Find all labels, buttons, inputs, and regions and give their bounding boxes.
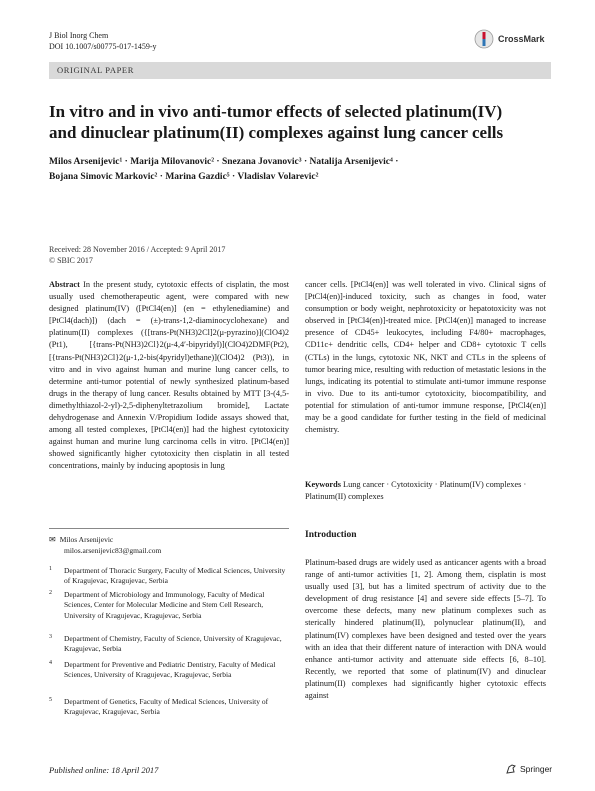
journal-header [49, 30, 157, 52]
copyright: © SBIC 2017 [49, 256, 93, 265]
abstract-label: Abstract [49, 280, 80, 289]
affiliation-text: Department of Chemistry, Faculty of Science, University of Kragujevac, Kragujevac, Serbia [64, 634, 282, 654]
abstract-text: In the present study, cytotoxic effects of cisplatin, the most usually used chemotherapeutic agent, were compared with new designed platinum(IV) ([PtCl4(en)] (en = ethylenediamine) and [PtCl4(dach)]) (dach = (±)-trans-1,2-diaminocyclohexane) and platinum(II) complexes ({[trans-Pt(NH3)2Cl]2(μ-pyrazino)](ClO4)2 (Pt1), [{trans-Pt(NH3)2Cl}2(μ-4,4′-bipyridyl)](ClO4)2DMF(Pt2),[{trans-Pt(NH3)2Cl}2(μ-1,2-bis(4pyridyl)ethane)](ClO4)2 (Pt3)), in vitro and in vivo against human and murine lung cancer cells, to determine anti-tumor potential of newly synthesized platinum-based drugs in the therapy of lung cancer. Results obtained by MTT [3-(4,5-dimethylthiazol-2-yl)-2,5-diphenyltetrazolium bromide], Lactate dehydrogenase and Annexin V/Propidium Iodide assays showed that, among all tested complexes, [PtCl4(en)] had the highest cytotoxicity against human and murine lung carcinoma cells in vitro. [PtCl4(en)] showed significantly higher cytotoxicity then cisplatin in all tested concentrations, mainly by inducing apoptosis in lung [49, 280, 290, 471]
keywords-label: Keywords [305, 480, 341, 489]
doi[interactable]: DOI 10.1007/s00775-017-1459-y [49, 42, 157, 51]
footnote-rule [49, 528, 289, 529]
introduction-heading: Introduction [305, 530, 357, 540]
affiliation [49, 634, 289, 655]
affiliation-number: 4 [49, 660, 52, 666]
abstract-continued: cancer cells. [PtCl4(en)] was well tolerated in vivo. Clinical signs of [PtCl4(en)]-induced toxicity, such as changes in food, water consumption or body weight, nephrotoxicity or hepatotoxicity was not observed in [PtCl4(en)]-treated mice. [PtCl4(en)] managed to increase presence of CD45+ leukocytes, including F4/80+ macrophages, CD11c+ dendritic cells, CD4+ helper and CD8+ cytotoxic T cells (CTLs) in the lungs, cytotoxic NK, NKT and CTLs in the spleens of tumor bearing mice, resulting with reduction of metastatic lesions in the lungs, indicating its potential to stimulate anti-tumor immune response in vivo. Due to its anti-tumor cytotoxicity, biocompatibility, and potential for stimulation of anti-tumor immune response, [PtCl4(en)] may be a good candidate for further testing in the field of medicinal chemistry. [305, 280, 546, 435]
publisher-name: Springer [520, 764, 553, 774]
envelope-icon: ✉ [49, 535, 56, 544]
paper-title [49, 101, 559, 143]
crossmark-badge[interactable] [474, 28, 554, 50]
keywords-text: Lung cancer · Cytotoxicity · Platinum(IV) complexes · Platinum(II) complexes [305, 480, 527, 502]
published-online: Published online: 18 April 2017 [49, 765, 159, 775]
affiliation [49, 590, 289, 621]
affiliation [49, 697, 289, 718]
crossmark-icon [474, 29, 494, 49]
author-line: Bojana Simovic Markovic² · Marina Gazdic⁵ · Vladislav Volarevic² [49, 172, 319, 182]
received-accepted: Received: 28 November 2016 / Accepted: 9 April 2017 [49, 245, 226, 254]
affiliation-text: Department for Preventive and Pediatric Dentistry, Faculty of Medical Sciences, University of Kragujevac, Kragujevac, Serbia [64, 660, 276, 680]
author-line: Milos Arsenijevic¹ · Marija Milovanovic² · Snezana Jovanovic³ · Natalija Arsenijevic⁴ · [49, 157, 399, 167]
section-banner [49, 62, 551, 79]
section-label: ORIGINAL PAPER [57, 65, 134, 75]
corresponding-author: Milos Arsenijevic [59, 535, 114, 544]
affiliation-number: 5 [49, 697, 52, 703]
affiliation-number: 2 [49, 590, 52, 596]
journal-name: J Biol Inorg Chem [49, 31, 109, 40]
abstract [49, 279, 289, 473]
affiliation-text: Department of Genetics, Faculty of Medical Sciences, University of Kragujevac, Kragujevac, Serbia [64, 697, 269, 717]
springer-horse-icon [505, 763, 517, 775]
author-list [49, 155, 559, 185]
affiliation-number: 3 [49, 634, 52, 640]
corresponding-email[interactable]: milos.arsenijevic83@gmail.com [64, 545, 162, 555]
affiliation-number: 1 [49, 566, 52, 572]
publisher-logo [505, 763, 552, 775]
publication-dates [49, 244, 225, 266]
affiliation [49, 660, 289, 681]
affiliation-text: Department of Microbiology and Immunology, Faculty of Medical Sciences, Center for Molecular Medicine and Stem Cell Research, University of Kragujevac, Kragujevac, Serbia [64, 590, 265, 620]
introduction-text: Platinum-based drugs are widely used as anticancer agents with a broad range of anti-tumor activities [1, 2]. Among them, cisplatin is most usually used [3], but has a limited spectrum of activity due to the development of drug resistance [4] and severe side effects [5–7]. To overcome these defects, many new platinum complexes such as sterically hindered platinum(II), polynuclear platinum(II), and platinum(IV) complexes have been designed and tested over the years with an idea that their different nature of interaction with DNA would enhance anti-tumor activity and attenuate side effects [6, 8–10]. Recently, we reported that some of platinum(IV) and dinuclear platinum(II) complexes had significantly higher cytotoxic effects against [305, 558, 546, 701]
correspondence [49, 535, 161, 556]
title-line: and dinuclear platinum(II) complexes against lung cancer cells [49, 123, 504, 142]
crossmark-label: CrossMark [498, 34, 545, 44]
keywords [305, 479, 546, 503]
affiliation-text: Department of Thoracic Surgery, Faculty of Medical Sciences, University of Kragujevac, Kragujevac, Serbia [64, 566, 286, 586]
title-line: In vitro and in vivo anti-tumor effects of selected platinum(IV) [49, 102, 503, 121]
affiliation [49, 566, 289, 587]
